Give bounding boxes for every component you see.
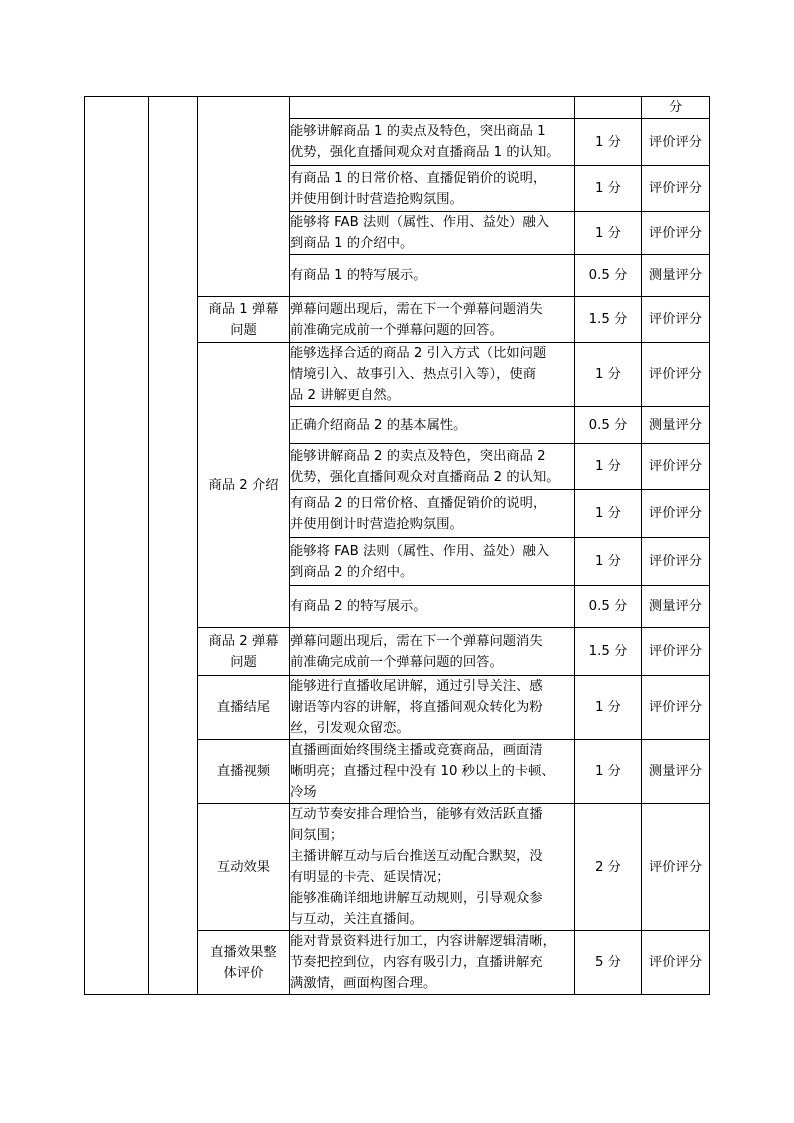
- requirement-line: 能够选择合适的商品 2 引入方式（比如问题: [290, 346, 547, 361]
- score-cell: 1 分: [575, 343, 642, 407]
- requirement-line: 有商品 1 的日常价格、直播促销价的说明，: [290, 170, 547, 186]
- requirement-cell: [290, 538, 575, 586]
- requirement-cell: [290, 97, 575, 119]
- requirement-line: 弹幕问题出现后，需在下一个弹幕问题消失: [290, 301, 543, 317]
- requirement-cell: [290, 444, 575, 490]
- method-cell: [642, 255, 710, 297]
- method-cell: [642, 119, 710, 166]
- method-cell: [642, 538, 710, 586]
- requirement-line: 谢语等内容的讲解，将直播间观众转化为粉: [290, 700, 543, 715]
- method-cell: [642, 931, 710, 995]
- method-text: 评价评分: [648, 181, 703, 196]
- requirement-line: 弹幕问题出现后，需在下一个弹幕问题消失: [290, 633, 543, 649]
- item-label: 体评价: [223, 965, 264, 981]
- item-label: 商品 1 弹幕: [208, 301, 279, 317]
- method-text: 评价评分: [648, 134, 703, 150]
- requirement-line: 晰明亮；直播过程中没有 10 秒以上的卡顿、: [290, 764, 555, 779]
- method-cell: [642, 586, 710, 628]
- method-text: 评价评分: [648, 700, 703, 715]
- method-cell: [642, 444, 710, 490]
- item-cell: [198, 97, 290, 297]
- requirement-cell: [290, 586, 575, 628]
- requirement-cell: [290, 676, 575, 740]
- requirement-line: 能对背景资料进行加工，内容讲解逻辑清晰，: [290, 934, 556, 949]
- score-cell: 0.5 分: [575, 407, 642, 444]
- requirement-cell: [290, 297, 575, 343]
- requirement-line: 能够讲解商品 2 的卖点及特色，突出商品 2: [290, 448, 546, 464]
- method-cell: [642, 740, 710, 804]
- module-cell: [85, 97, 149, 995]
- method-cell: [642, 212, 710, 255]
- score-cell: 0.5 分: [575, 586, 642, 628]
- item-label: 互动效果: [216, 859, 271, 875]
- item-cell: [198, 297, 290, 343]
- method-text: 评价评分: [648, 459, 703, 474]
- score-cell: 1.5 分: [575, 297, 642, 343]
- requirement-cell: [290, 407, 575, 444]
- requirement-line: 情境引入、故事引入、热点引入等），使商: [290, 367, 536, 382]
- method-text: 测量评分: [648, 268, 703, 283]
- requirement-line: 前准确完成前一个弹幕问题的回答。: [290, 654, 503, 670]
- requirement-line: 能够准确详细地讲解互动规则，引导观众参: [290, 891, 543, 906]
- requirement-cell: [290, 255, 575, 297]
- requirement-line: 能够将 FAB 法则（属性、作用、益处）融入: [290, 215, 550, 230]
- requirement-line: 节奏把控到位，内容有吸引力，直播讲解充: [290, 955, 543, 970]
- item-cell: [198, 628, 290, 676]
- score-cell: 1 分: [575, 740, 642, 804]
- method-text: 测量评分: [648, 599, 703, 614]
- method-text: 评价评分: [648, 367, 703, 382]
- requirement-line: 互动节奏安排合理恰当，能够有效活跃直播: [290, 807, 543, 822]
- score-cell: 1 分: [575, 538, 642, 586]
- method-text: 测量评分: [648, 764, 703, 779]
- score-cell: 1 分: [575, 166, 642, 212]
- requirement-line: 有商品 2 的特写展示。: [290, 599, 427, 614]
- method-cell: [642, 166, 710, 212]
- method-cell: [642, 407, 710, 444]
- requirement-line: 丝，引发观众留恋。: [290, 721, 410, 736]
- method-text: 评价评分: [648, 506, 703, 521]
- requirement-cell: [290, 931, 575, 995]
- method-cell: [642, 628, 710, 676]
- task-cell: [149, 97, 198, 995]
- requirement-line: 能够进行直播收尾讲解，通过引导关注、感: [290, 679, 543, 694]
- score-cell: 1.5 分: [575, 628, 642, 676]
- requirement-cell: [290, 166, 575, 212]
- method-cell: [642, 804, 710, 931]
- method-cell: [642, 490, 710, 538]
- requirement-line: 到商品 2 的介绍中。: [290, 564, 414, 580]
- requirement-line: 品 2 讲解更自然。: [290, 388, 400, 403]
- score-cell: 1 分: [575, 212, 642, 255]
- score-cell: 0.5 分: [575, 255, 642, 297]
- score-cell: 1 分: [575, 676, 642, 740]
- item-label: 直播效果整: [210, 944, 277, 960]
- score-cell: 2 分: [575, 804, 642, 931]
- requirement-line: 优势，强化直播间观众对直播商品 1 的认知。: [290, 145, 560, 160]
- requirement-line: 主播讲解互动与后台推送互动配合默契，没: [290, 849, 543, 864]
- requirement-line: 能够将 FAB 法则（属性、作用、益处）融入: [290, 543, 550, 559]
- method-text: 评价评分: [648, 644, 703, 659]
- item-label: 直播结尾: [216, 700, 271, 715]
- item-label: 商品 2 介绍: [208, 477, 279, 493]
- method-text: 测量评分: [648, 417, 703, 433]
- requirement-line: 满激情，画面构图合理。: [290, 976, 437, 991]
- method-cell: [642, 676, 710, 740]
- table-body: [85, 97, 710, 995]
- table-row: [85, 97, 710, 119]
- requirement-cell: [290, 804, 575, 931]
- item-label: 商品 2 弹幕: [208, 633, 279, 649]
- method-text: 评价评分: [648, 554, 703, 569]
- requirement-line: 有商品 2 的日常价格、直播促销价的说明，: [290, 495, 547, 511]
- requirement-line: 并使用倒计时营造抢购氛围。: [290, 191, 463, 207]
- requirement-line: 有明显的卡壳、延误情况；: [290, 870, 450, 885]
- item-cell: [198, 343, 290, 628]
- method-text: 评价评分: [648, 859, 703, 875]
- method-text: 评价评分: [648, 225, 703, 241]
- method-cell: 分: [642, 97, 710, 119]
- item-cell: [198, 676, 290, 740]
- method-text: 评价评分: [648, 955, 703, 970]
- score-cell: 1 分: [575, 490, 642, 538]
- item-label: 问题: [230, 322, 257, 338]
- requirement-cell: [290, 490, 575, 538]
- requirement-line: 与互动，关注直播间。: [290, 912, 423, 927]
- requirement-line: 正确介绍商品 2 的基本属性。: [290, 417, 467, 433]
- item-cell: [198, 804, 290, 931]
- score-cell: 1 分: [575, 444, 642, 490]
- requirement-line: 冷场: [290, 785, 317, 800]
- score-cell: 5 分: [575, 931, 642, 995]
- method-text: 评价评分: [648, 312, 703, 327]
- requirement-line: 到商品 1 的介绍中。: [290, 236, 414, 251]
- score-cell: [575, 97, 642, 119]
- requirement-cell: [290, 740, 575, 804]
- requirement-line: 前准确完成前一个弹幕问题的回答。: [290, 322, 503, 338]
- requirement-cell: [290, 212, 575, 255]
- item-cell: [198, 931, 290, 995]
- requirement-cell: [290, 119, 575, 166]
- method-cell: [642, 297, 710, 343]
- requirement-cell: [290, 628, 575, 676]
- requirement-line: 并使用倒计时营造抢购氛围。: [290, 516, 463, 532]
- item-cell: [198, 740, 290, 804]
- score-cell: 1 分: [575, 119, 642, 166]
- method-cell: [642, 343, 710, 407]
- scoring-table: [84, 96, 710, 995]
- requirement-line: 优势，强化直播间观众对直播商品 2 的认知。: [290, 469, 560, 485]
- item-label: 直播视频: [216, 764, 271, 779]
- requirement-line: 直播画面始终围绕主播或竞赛商品，画面清: [290, 743, 543, 758]
- requirement-line: 有商品 1 的特写展示。: [290, 268, 427, 283]
- item-label: 问题: [230, 654, 257, 670]
- requirement-line: 能够讲解商品 1 的卖点及特色，突出商品 1: [290, 124, 546, 139]
- requirement-line: 间氛围；: [290, 828, 344, 843]
- requirement-cell: [290, 343, 575, 407]
